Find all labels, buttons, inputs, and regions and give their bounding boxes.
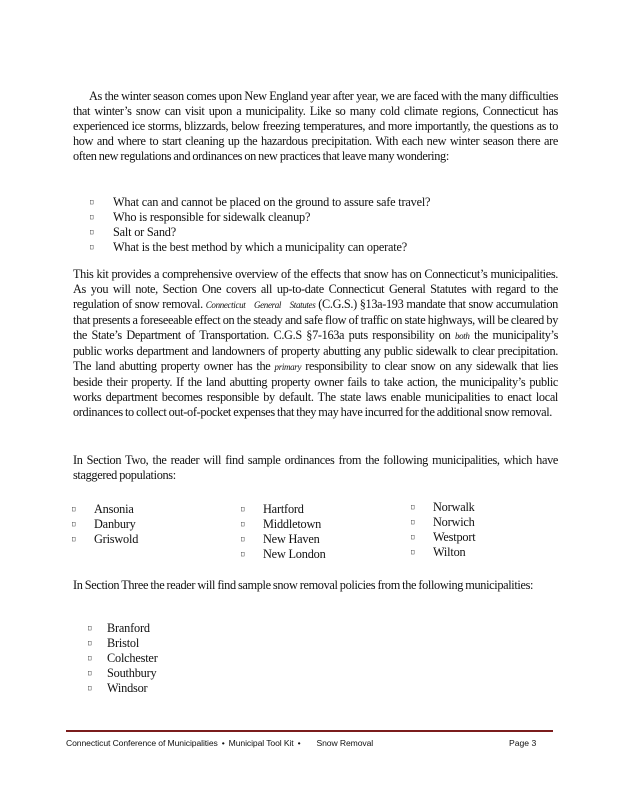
bullet-icon bbox=[411, 550, 414, 554]
list-item: Danbury bbox=[72, 517, 138, 532]
list-item: Branford bbox=[88, 621, 158, 636]
bullet-icon bbox=[411, 505, 414, 509]
bullet-icon bbox=[88, 656, 91, 660]
list-item: Norwalk bbox=[411, 500, 476, 515]
list-item: Westport bbox=[411, 530, 476, 545]
bullet-icon bbox=[88, 641, 91, 645]
bullet-icon bbox=[90, 230, 93, 234]
list-item: Colchester bbox=[88, 651, 158, 666]
intro-paragraph: As the winter season comes upon New England year after year, we are faced with the many difficulties that winter’s snow can visit upon a municipality. Like so many cold climate regions, Connecticut has experienced ice storms, blizzards, below freezing temperatures, and more importantly, the questions as to how and where to start cleaning up the hazardous precipitation. With each new winter season there are often new regulations and ordinances on new practices that leave many wondering: bbox=[73, 89, 558, 163]
list-item: Ansonia bbox=[72, 502, 138, 517]
list-item: Hartford bbox=[241, 502, 326, 517]
list-item: What can and cannot be placed on the ground to assure safe travel? bbox=[90, 195, 430, 210]
municipality-column-2 bbox=[241, 502, 326, 562]
bullet-icon bbox=[241, 522, 244, 526]
bullet-icon bbox=[88, 626, 91, 630]
list-item: New London bbox=[241, 547, 326, 562]
bullet-icon bbox=[72, 537, 75, 541]
list-item: Middletown bbox=[241, 517, 326, 532]
list-item: Southbury bbox=[88, 666, 158, 681]
list-item: Bristol bbox=[88, 636, 158, 651]
bullet-icon bbox=[90, 245, 93, 249]
statutes-label: Connecticut General Statutes bbox=[205, 300, 316, 310]
bullet-icon bbox=[241, 552, 244, 556]
page-number: Page 3 bbox=[509, 738, 537, 748]
bullet-icon bbox=[90, 200, 93, 204]
question-list bbox=[90, 195, 430, 255]
list-item: What is the best method by which a municipality can operate? bbox=[90, 240, 430, 255]
both-label: both bbox=[454, 331, 470, 341]
bullet-icon bbox=[241, 507, 244, 511]
primary-label: primary bbox=[274, 362, 302, 372]
list-item: Griswold bbox=[72, 532, 138, 547]
section-two-intro: In Section Two, the reader will find sample ordinances from the following municipalities, which have staggered populations: bbox=[73, 453, 558, 482]
municipality-column-3 bbox=[411, 500, 476, 560]
policy-town-list bbox=[88, 621, 158, 696]
bullet-icon bbox=[72, 507, 75, 511]
section-three-intro: In Section Three the reader will find sample snow removal policies from the following municipalities: bbox=[73, 578, 534, 592]
municipality-column-1 bbox=[72, 502, 138, 547]
list-item: Salt or Sand? bbox=[90, 225, 430, 240]
list-item: Wilton bbox=[411, 545, 476, 560]
list-item: Who is responsible for sidewalk cleanup? bbox=[90, 210, 430, 225]
bullet-icon bbox=[72, 522, 75, 526]
footer-title: Connecticut Conference of Municipalities • Municipal Tool Kit • Snow Removal bbox=[66, 738, 374, 748]
bullet-icon bbox=[411, 535, 414, 539]
overview-paragraph: This kit provides a comprehensive overview of the effects that snow has on Connecticut’s municipalities. As you will note, Section One covers all up-to-date Connecticut General Statutes with regard to the regulation of snow removal. Connecticut General Statutes (C.G.S.) §13a-193 mandate that snow accumulation that presents a foreseeable effect on the steady and safe flow of traffic on state highways, will be cleared by the State’s Department of Transportation. C.G.S §7-163a puts responsibility on both the municipality’s public works department and landowners of property abutting any public sidewalk to clear precipitation. The land abutting property owner has the primary responsibility to clear snow on any sidewalk that lies beside their property. If the land abutting property owner fails to take action, the municipality’s public works department becomes responsible by default. The state laws enable municipalities to enact local ordinances to collect out-of-pocket expenses that they may have incurred for the additional snow removal. bbox=[73, 267, 558, 419]
bullet-icon bbox=[241, 537, 244, 541]
bullet-icon bbox=[88, 686, 91, 690]
list-item: Norwich bbox=[411, 515, 476, 530]
list-item: New Haven bbox=[241, 532, 326, 547]
bullet-icon bbox=[411, 520, 414, 524]
bullet-icon bbox=[88, 671, 91, 675]
list-item: Windsor bbox=[88, 681, 158, 696]
bullet-icon bbox=[90, 215, 93, 219]
footer-divider bbox=[66, 730, 553, 732]
